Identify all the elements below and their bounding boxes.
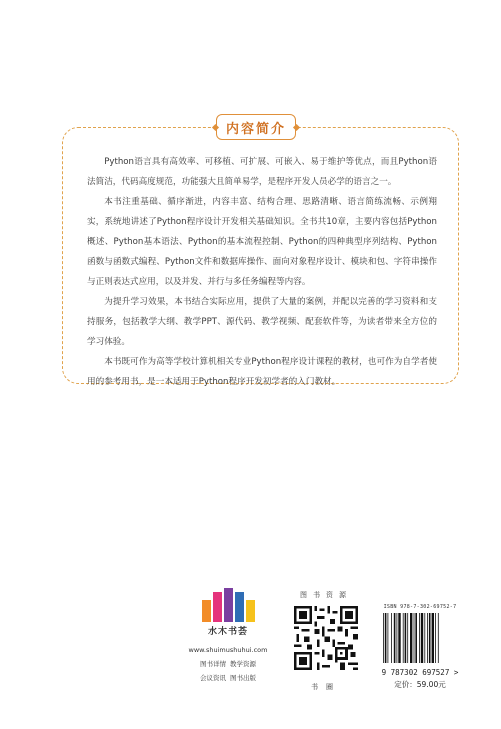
- qr-block: [292, 590, 360, 692]
- barcode-digits: 9 787302 697527 >: [381, 668, 459, 677]
- publisher-block: [186, 588, 270, 682]
- qr-title: 图书资源: [300, 591, 352, 599]
- isbn-label: ISBN 978-7-302-69752-7: [383, 604, 457, 610]
- publisher-name: 水木书荟: [207, 627, 248, 637]
- publisher-services-1: 图书详情 教学资源: [199, 660, 257, 668]
- qr-footer: 书圈: [311, 683, 341, 691]
- barcode-block: [380, 604, 460, 690]
- price: 定价：59.00元: [394, 680, 446, 689]
- publisher-url[interactable]: www.shuimushuhui.com: [188, 646, 268, 654]
- intro-text: [87, 152, 437, 392]
- section-title: 内容简介: [216, 114, 296, 140]
- publisher-services-2: 会议资讯 图书出版: [199, 674, 257, 682]
- intro-paragraph: 为提升学习效果，本书结合实际应用，提供了大量的案例，并配以完善的学习资料和支持服务，包括教学大纲、教学PPT、源代码、教学视频、配套软件等，为读者带来全方位的学习体验。: [87, 297, 437, 347]
- qr-code-icon[interactable]: [294, 606, 358, 670]
- intro-paragraph: 本书既可作为高等学校计算机相关专业Python程序设计课程的教材，也可作为自学者使用的参考用书，是一本适用于Python程序开发初学者的入门教材。: [87, 357, 437, 387]
- barcode-icon: [382, 613, 458, 663]
- intro-paragraph: Python语言具有高效率、可移植、可扩展、可嵌入、易于维护等优点，而且Python语法简洁，代码高度规范，功能强大且简单易学，是程序开发人员必学的语言之一。: [87, 157, 437, 187]
- colored-books-logo-icon: [186, 588, 270, 622]
- intro-paragraph: 本书注重基础、循序渐进，内容丰富、结构合理、思路清晰、语言简练流畅、示例翔实，系统地讲述了Python程序设计开发相关基础知识。全书共10章，主要内容包括Python概述、Python基本语法、Python的基本流程控制、Python的四种典型序列结构、Python函数与函数式编程、Python文件和数据库操作、面向对象程序设计、模块和包、字符串操作与正则表达式应用，以及并发、并行与多任务编程等内容。: [87, 197, 437, 287]
